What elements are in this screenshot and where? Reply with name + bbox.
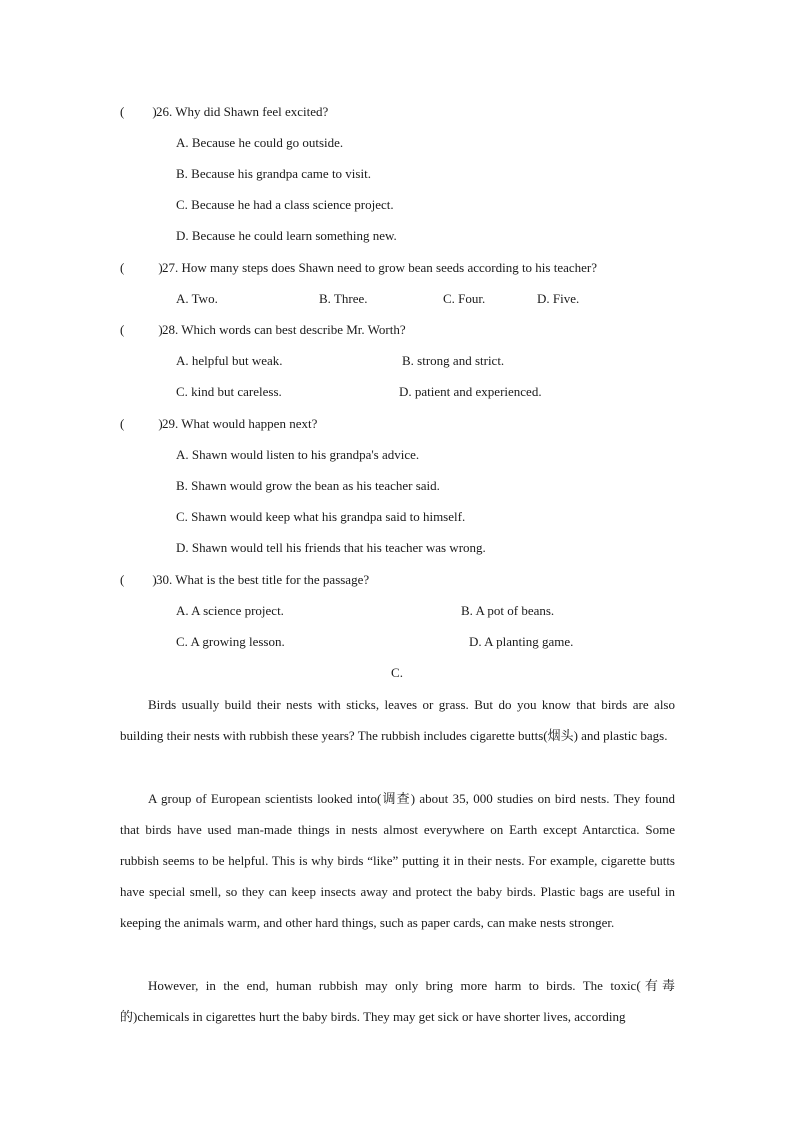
option-b: B. Shawn would grow the bean as his teacher said. bbox=[176, 478, 440, 493]
option-a: A. Because he could go outside. bbox=[176, 135, 344, 150]
option-d: D. patient and experienced. bbox=[399, 384, 542, 399]
option-c: C. Four. bbox=[443, 291, 486, 306]
question-stem: 27. How many steps does Shawn need to grow bean seeds according to his teacher? bbox=[162, 260, 598, 275]
option-c: C. Shawn would keep what his grandpa said to himself. bbox=[176, 509, 466, 524]
answer-blank-29[interactable]: ( ) bbox=[120, 416, 163, 431]
option-a: A. Two. bbox=[176, 291, 218, 306]
option-d: D. Because he could learn something new. bbox=[176, 228, 397, 243]
passage-paragraph-2: A group of European scientists looked into(调查) about 35, 000 studies on bird nests. They found that birds have used man-made things in nests almost everywhere on Earth except Antarctica. Some rubbish seems to be helpful. This is why birds “like” putting it in their nests. For example, cigarette butts have special smell, so they can keep insects away and protect the baby birds. Plastic bags are useful in keeping the animals warm, and other hard things, such as paper cards, can make nests stronger. bbox=[120, 791, 675, 930]
option-a: A. A science project. bbox=[176, 603, 284, 618]
answer-blank-27[interactable]: ( ) bbox=[120, 260, 163, 275]
option-a: A. helpful but weak. bbox=[176, 353, 283, 368]
answer-blank-26[interactable]: ( ) bbox=[120, 104, 157, 119]
option-c: C. A growing lesson. bbox=[176, 634, 285, 649]
option-c: C. kind but careless. bbox=[176, 384, 282, 399]
answer-blank-28[interactable]: ( ) bbox=[120, 322, 163, 337]
question-stem: 26. Why did Shawn feel excited? bbox=[156, 104, 329, 119]
question-stem: 29. What would happen next? bbox=[162, 416, 318, 431]
option-a: A. Shawn would listen to his grandpa's advice. bbox=[176, 447, 420, 462]
option-b: B. A pot of beans. bbox=[461, 603, 555, 618]
passage-paragraph-3: However, in the end, human rubbish may only bring more harm to birds. The toxic(有毒的)chemicals in cigarettes hurt the baby birds. They may get sick or have shorter lives, according bbox=[120, 978, 675, 1024]
option-d: D. Five. bbox=[537, 291, 580, 306]
option-b: B. strong and strict. bbox=[402, 353, 505, 368]
option-b: B. Because his grandpa came to visit. bbox=[176, 166, 371, 181]
option-b: B. Three. bbox=[319, 291, 368, 306]
option-c: C. Because he had a class science project. bbox=[176, 197, 394, 212]
option-d: D. A planting game. bbox=[469, 634, 574, 649]
section-label: C. bbox=[391, 665, 403, 680]
answer-blank-30[interactable]: ( ) bbox=[120, 572, 157, 587]
question-stem: 28. Which words can best describe Mr. Worth? bbox=[162, 322, 406, 337]
passage-paragraph-1: Birds usually build their nests with sticks, leaves or grass. But do you know that birds are also building their nests with rubbish these years? The rubbish includes cigarette butts(烟头) and plastic bags. bbox=[120, 697, 675, 743]
question-stem: 30. What is the best title for the passage? bbox=[156, 572, 370, 587]
option-d: D. Shawn would tell his friends that his teacher was wrong. bbox=[176, 540, 486, 555]
